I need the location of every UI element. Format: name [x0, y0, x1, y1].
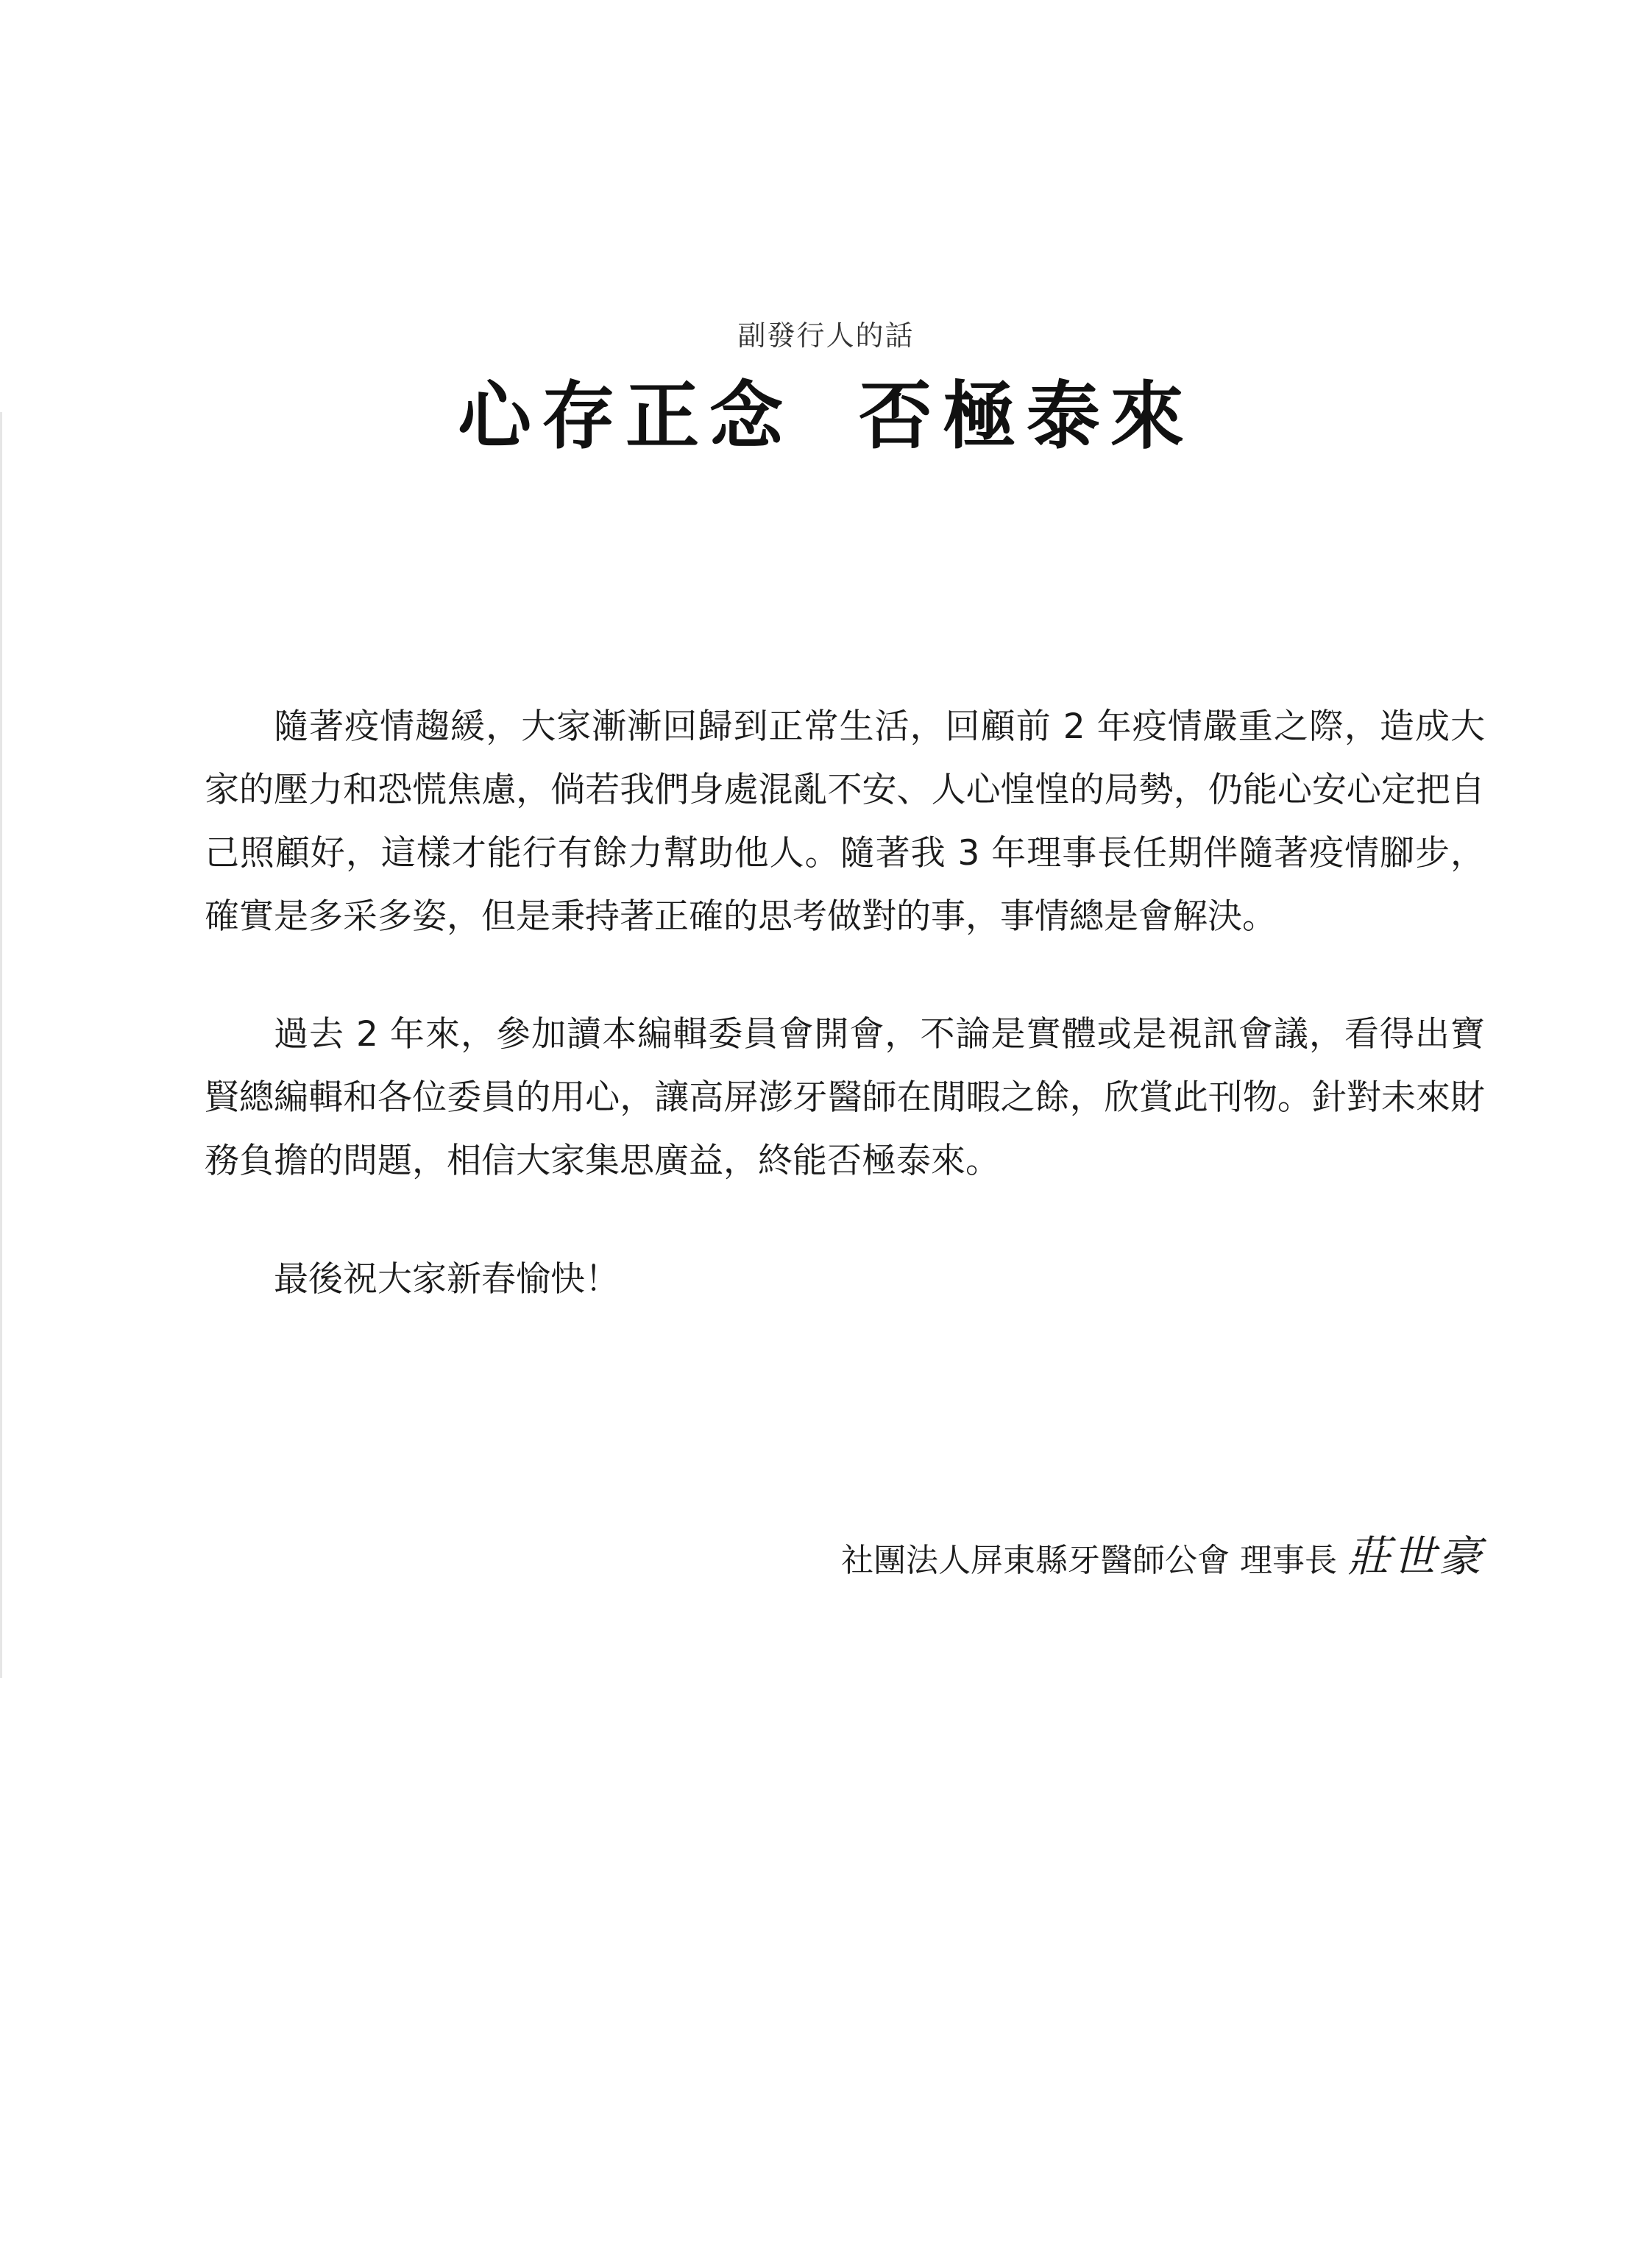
- paragraph-3: 最後祝大家新春愉快！: [274, 1259, 620, 1300]
- column-subtitle: 副發行人的話: [737, 319, 915, 352]
- signature-title: 社團法人屏東縣牙醫師公會 理事長: [840, 1542, 1337, 1579]
- signature-block: [841, 1527, 1484, 1590]
- page-edge-rule: [0, 412, 2, 1678]
- article-title: 心存正念 否極泰來: [458, 372, 1194, 459]
- paragraph-1: 隨著疫情趨緩，大家漸漸回歸到正常生活，回顧前 2 年疫情嚴重之際，造成大家的壓力和恐慌焦慮，倘若我們身處混亂不安、人心惶惶的局勢，仍能心安心定把自己照顧好，這樣才能行有餘力幫助他人。隨著我 3 年理事長任期伴隨著疫情腳步，確實是多采多姿，但是秉持著正確的思考做對的事，事情總是會解決。: [205, 706, 1485, 937]
- signature-name: 莊世豪: [1347, 1531, 1484, 1581]
- paragraph-2: 過去 2 年來，參加讀本編輯委員會開會，不論是實體或是視訊會議，看得出寶賢總編輯和各位委員的用心，讓高屏澎牙醫師在閒暇之餘，欣賞此刊物。針對未來財務負擔的問題，相信大家集思廣益，終能否極泰來。: [205, 1014, 1485, 1181]
